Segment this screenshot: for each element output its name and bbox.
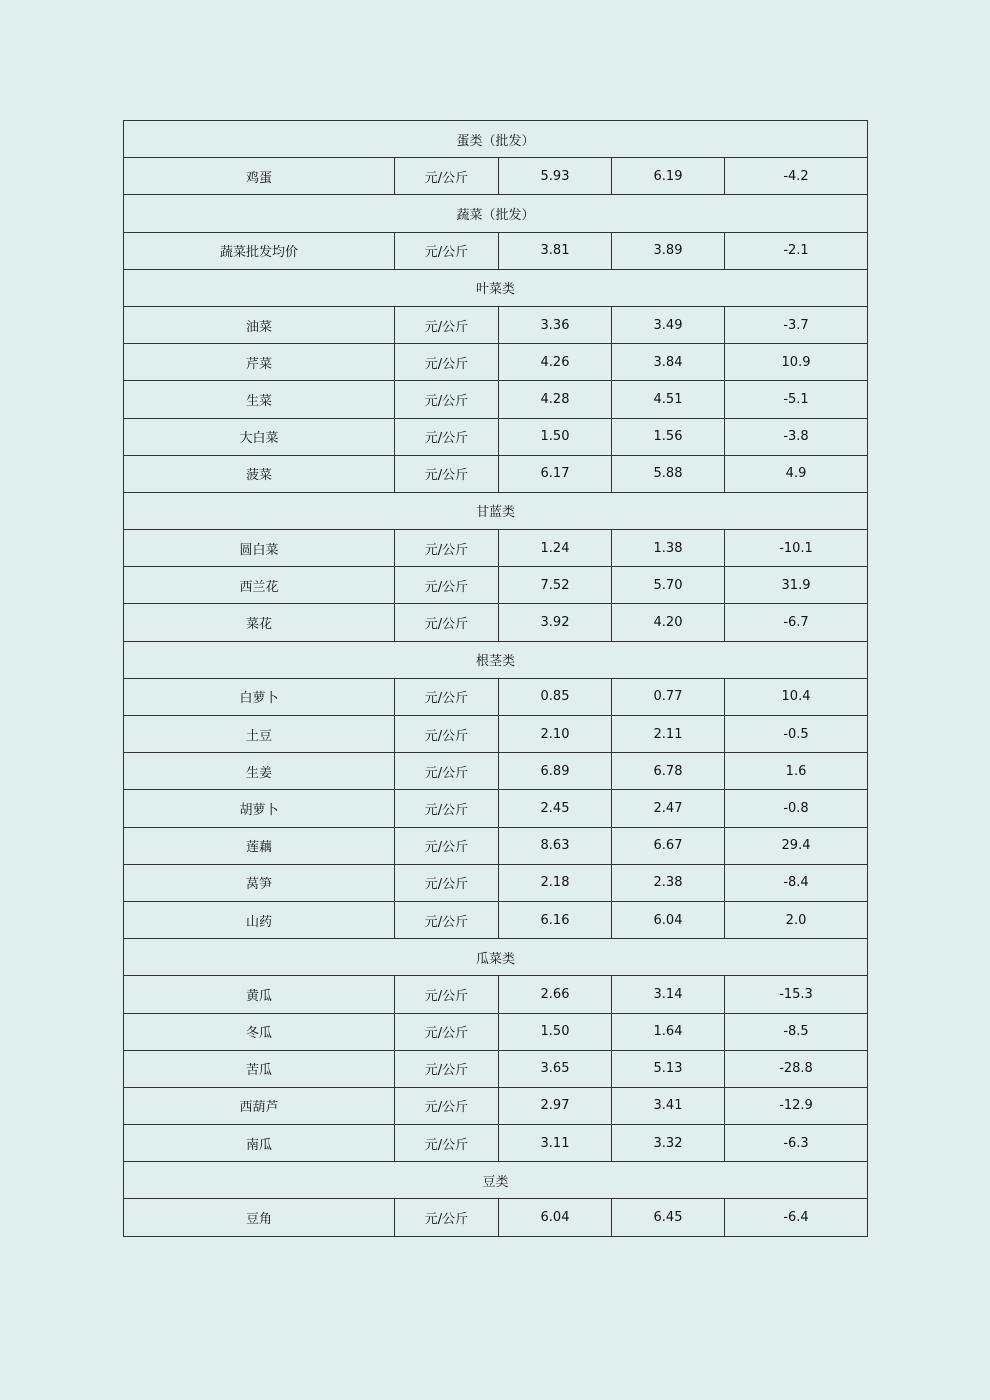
previous-price-cell: 6.19: [612, 158, 725, 195]
item-name-cell: 苦瓜: [124, 1050, 395, 1087]
unit-cell: 元/公斤: [395, 344, 499, 381]
change-percent-cell: -3.8: [725, 418, 868, 455]
change-percent-cell: -0.5: [725, 716, 868, 753]
table-row: [124, 158, 868, 195]
table-row: [124, 1013, 868, 1050]
item-name-cell: 芹菜: [124, 344, 395, 381]
price-table-body: [124, 121, 868, 1237]
table-row: [124, 1087, 868, 1124]
table-row: [124, 790, 868, 827]
current-price-cell: 3.36: [499, 306, 612, 343]
previous-price-cell: 3.84: [612, 344, 725, 381]
unit-cell: 元/公斤: [395, 530, 499, 567]
unit-cell: 元/公斤: [395, 716, 499, 753]
current-price-cell: 0.85: [499, 678, 612, 715]
previous-price-cell: 6.45: [612, 1199, 725, 1236]
unit-cell: 元/公斤: [395, 306, 499, 343]
item-name-cell: 大白菜: [124, 418, 395, 455]
unit-cell: 元/公斤: [395, 827, 499, 864]
current-price-cell: 4.26: [499, 344, 612, 381]
item-name-cell: 油菜: [124, 306, 395, 343]
previous-price-cell: 5.13: [612, 1050, 725, 1087]
current-price-cell: 2.66: [499, 976, 612, 1013]
unit-cell: 元/公斤: [395, 864, 499, 901]
item-name-cell: 莲藕: [124, 827, 395, 864]
section-header-row: [124, 492, 868, 529]
item-name-cell: 土豆: [124, 716, 395, 753]
previous-price-cell: 2.38: [612, 864, 725, 901]
current-price-cell: 6.89: [499, 753, 612, 790]
change-percent-cell: -8.5: [725, 1013, 868, 1050]
previous-price-cell: 1.38: [612, 530, 725, 567]
previous-price-cell: 3.32: [612, 1125, 725, 1162]
table-row: [124, 1050, 868, 1087]
previous-price-cell: 3.14: [612, 976, 725, 1013]
unit-cell: 元/公斤: [395, 418, 499, 455]
change-percent-cell: -0.8: [725, 790, 868, 827]
item-name-cell: 豆角: [124, 1199, 395, 1236]
current-price-cell: 5.93: [499, 158, 612, 195]
previous-price-cell: 2.47: [612, 790, 725, 827]
change-percent-cell: -4.2: [725, 158, 868, 195]
unit-cell: 元/公斤: [395, 381, 499, 418]
change-percent-cell: 4.9: [725, 455, 868, 492]
table-row: [124, 901, 868, 938]
current-price-cell: 1.50: [499, 418, 612, 455]
item-name-cell: 生姜: [124, 753, 395, 790]
table-row: [124, 344, 868, 381]
table-row: [124, 455, 868, 492]
current-price-cell: 3.11: [499, 1125, 612, 1162]
table-row: [124, 306, 868, 343]
previous-price-cell: 3.89: [612, 232, 725, 269]
item-name-cell: 冬瓜: [124, 1013, 395, 1050]
table-row: [124, 976, 868, 1013]
current-price-cell: 6.16: [499, 901, 612, 938]
item-name-cell: 生菜: [124, 381, 395, 418]
table-row: [124, 604, 868, 641]
current-price-cell: 4.28: [499, 381, 612, 418]
change-percent-cell: -28.8: [725, 1050, 868, 1087]
previous-price-cell: 3.49: [612, 306, 725, 343]
change-percent-cell: -12.9: [725, 1087, 868, 1124]
section-title: 根茎类: [124, 641, 868, 678]
previous-price-cell: 4.51: [612, 381, 725, 418]
item-name-cell: 西葫芦: [124, 1087, 395, 1124]
item-name-cell: 南瓜: [124, 1125, 395, 1162]
table-row: [124, 567, 868, 604]
current-price-cell: 2.18: [499, 864, 612, 901]
current-price-cell: 3.81: [499, 232, 612, 269]
unit-cell: 元/公斤: [395, 1199, 499, 1236]
previous-price-cell: 3.41: [612, 1087, 725, 1124]
unit-cell: 元/公斤: [395, 1125, 499, 1162]
unit-cell: 元/公斤: [395, 901, 499, 938]
item-name-cell: 西兰花: [124, 567, 395, 604]
section-header-row: [124, 939, 868, 976]
item-name-cell: 山药: [124, 901, 395, 938]
item-name-cell: 白萝卜: [124, 678, 395, 715]
table-row: [124, 381, 868, 418]
section-title: 瓜菜类: [124, 939, 868, 976]
current-price-cell: 2.10: [499, 716, 612, 753]
current-price-cell: 1.50: [499, 1013, 612, 1050]
current-price-cell: 2.45: [499, 790, 612, 827]
item-name-cell: 菜花: [124, 604, 395, 641]
change-percent-cell: -6.7: [725, 604, 868, 641]
change-percent-cell: 10.4: [725, 678, 868, 715]
unit-cell: 元/公斤: [395, 678, 499, 715]
change-percent-cell: -6.4: [725, 1199, 868, 1236]
table-row: [124, 1125, 868, 1162]
change-percent-cell: -10.1: [725, 530, 868, 567]
table-row: [124, 530, 868, 567]
previous-price-cell: 2.11: [612, 716, 725, 753]
section-header-row: [124, 269, 868, 306]
section-title: 豆类: [124, 1162, 868, 1199]
table-row: [124, 864, 868, 901]
unit-cell: 元/公斤: [395, 1013, 499, 1050]
item-name-cell: 胡萝卜: [124, 790, 395, 827]
current-price-cell: 3.65: [499, 1050, 612, 1087]
unit-cell: 元/公斤: [395, 232, 499, 269]
table-row: [124, 716, 868, 753]
table-row: [124, 827, 868, 864]
change-percent-cell: 1.6: [725, 753, 868, 790]
section-title: 甘蓝类: [124, 492, 868, 529]
previous-price-cell: 0.77: [612, 678, 725, 715]
previous-price-cell: 5.88: [612, 455, 725, 492]
section-header-row: [124, 195, 868, 232]
unit-cell: 元/公斤: [395, 1087, 499, 1124]
section-header-row: [124, 121, 868, 158]
item-name-cell: 蔬菜批发均价: [124, 232, 395, 269]
change-percent-cell: 29.4: [725, 827, 868, 864]
section-title: 蔬菜（批发）: [124, 195, 868, 232]
unit-cell: 元/公斤: [395, 158, 499, 195]
table-row: [124, 418, 868, 455]
section-title: 蛋类（批发）: [124, 121, 868, 158]
current-price-cell: 8.63: [499, 827, 612, 864]
item-name-cell: 鸡蛋: [124, 158, 395, 195]
unit-cell: 元/公斤: [395, 604, 499, 641]
previous-price-cell: 1.56: [612, 418, 725, 455]
unit-cell: 元/公斤: [395, 1050, 499, 1087]
table-row: [124, 678, 868, 715]
change-percent-cell: 31.9: [725, 567, 868, 604]
current-price-cell: 6.17: [499, 455, 612, 492]
previous-price-cell: 6.78: [612, 753, 725, 790]
section-header-row: [124, 1162, 868, 1199]
table-row: [124, 1199, 868, 1236]
previous-price-cell: 5.70: [612, 567, 725, 604]
change-percent-cell: 2.0: [725, 901, 868, 938]
current-price-cell: 2.97: [499, 1087, 612, 1124]
previous-price-cell: 6.04: [612, 901, 725, 938]
item-name-cell: 黄瓜: [124, 976, 395, 1013]
current-price-cell: 7.52: [499, 567, 612, 604]
change-percent-cell: -2.1: [725, 232, 868, 269]
unit-cell: 元/公斤: [395, 753, 499, 790]
unit-cell: 元/公斤: [395, 790, 499, 827]
unit-cell: 元/公斤: [395, 567, 499, 604]
current-price-cell: 6.04: [499, 1199, 612, 1236]
section-title: 叶菜类: [124, 269, 868, 306]
change-percent-cell: -5.1: [725, 381, 868, 418]
table-row: [124, 232, 868, 269]
unit-cell: 元/公斤: [395, 455, 499, 492]
current-price-cell: 1.24: [499, 530, 612, 567]
previous-price-cell: 6.67: [612, 827, 725, 864]
change-percent-cell: 10.9: [725, 344, 868, 381]
item-name-cell: 莴笋: [124, 864, 395, 901]
previous-price-cell: 4.20: [612, 604, 725, 641]
section-header-row: [124, 641, 868, 678]
previous-price-cell: 1.64: [612, 1013, 725, 1050]
change-percent-cell: -8.4: [725, 864, 868, 901]
current-price-cell: 3.92: [499, 604, 612, 641]
item-name-cell: 圆白菜: [124, 530, 395, 567]
price-table: [123, 120, 868, 1237]
unit-cell: 元/公斤: [395, 976, 499, 1013]
item-name-cell: 菠菜: [124, 455, 395, 492]
change-percent-cell: -3.7: [725, 306, 868, 343]
change-percent-cell: -6.3: [725, 1125, 868, 1162]
table-row: [124, 753, 868, 790]
change-percent-cell: -15.3: [725, 976, 868, 1013]
